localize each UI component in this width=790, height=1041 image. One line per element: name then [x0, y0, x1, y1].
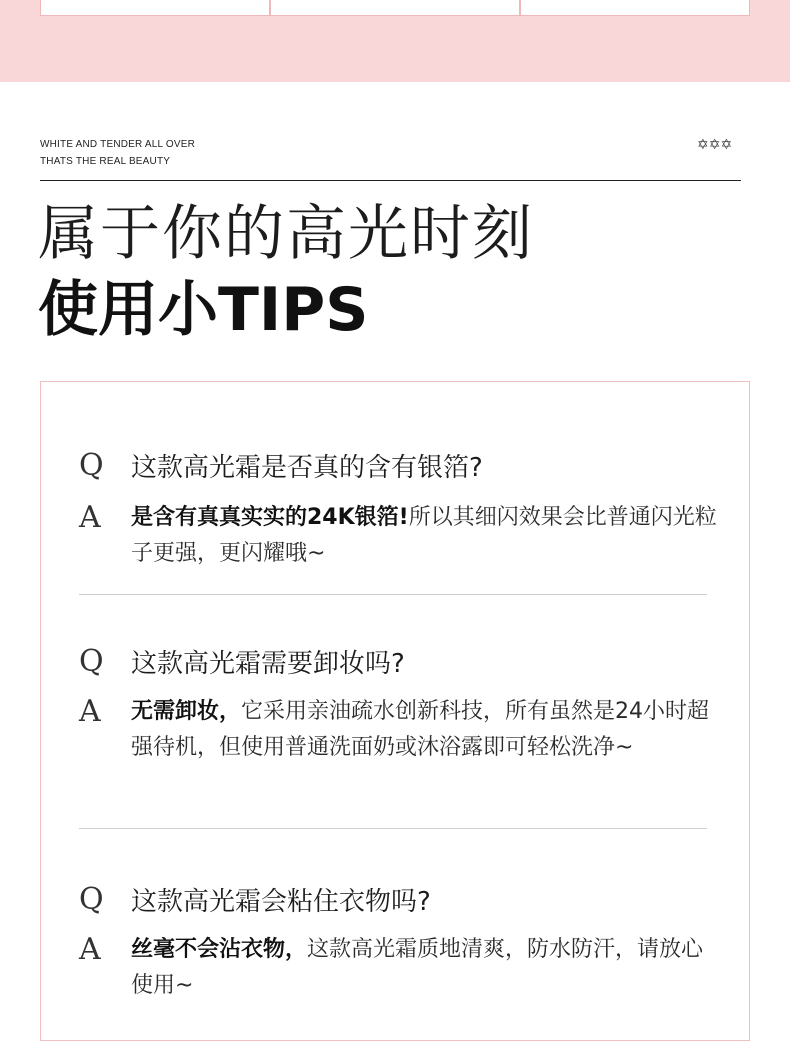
answer-highlight: 是含有真真实实的24K银箔!: [131, 505, 409, 530]
question-marker: Q: [79, 644, 104, 679]
answer-body: 这款高光霜质地清爽，防水防汗，请放心使用~: [131, 937, 704, 998]
answer-body: 它采用亲油疏水创新科技，所有虽然是24小时超强待机，但使用普通洗面奶或沐浴露即可轻松洗净~: [131, 699, 710, 760]
slogan-line-1: WHITE AND TENDER ALL OVER: [40, 139, 196, 150]
answer-highlight: 无需卸妆，: [131, 699, 242, 724]
top-tab-3: [520, 0, 750, 16]
question-marker: Q: [79, 448, 104, 483]
question-text: 这款高光霜是否真的含有银箔?: [131, 453, 483, 483]
answer-text: [131, 694, 721, 766]
answer-text: [131, 500, 721, 572]
answer-body: 所以其细闪效果会比普通闪光粒子更强，更闪耀哦~: [131, 505, 717, 566]
slogan-line-2: THATS THE REAL BEAUTY: [40, 156, 171, 167]
question-marker: Q: [79, 882, 104, 917]
page-title: 属于你的高光时刻: [38, 199, 534, 269]
top-tab-1: [40, 0, 270, 16]
answer-highlight: 丝毫不会沾衣物，: [131, 937, 308, 962]
header-divider: [40, 180, 741, 181]
page-subtitle: 使用小TIPS: [38, 275, 369, 345]
top-pink-band: [0, 0, 790, 82]
top-tab-2: [270, 0, 520, 16]
answer-marker: A: [79, 500, 101, 535]
faq-card: [40, 381, 750, 1041]
faq-divider: [79, 828, 707, 829]
question-text: 这款高光霜需要卸妆吗?: [131, 649, 405, 679]
question-text: 这款高光霜会粘住衣物吗?: [131, 887, 431, 917]
answer-marker: A: [79, 932, 101, 967]
star-decoration-icon: ✡✡✡: [697, 137, 733, 153]
answer-marker: A: [79, 694, 101, 729]
faq-divider: [79, 594, 707, 595]
answer-text: [131, 932, 721, 1004]
